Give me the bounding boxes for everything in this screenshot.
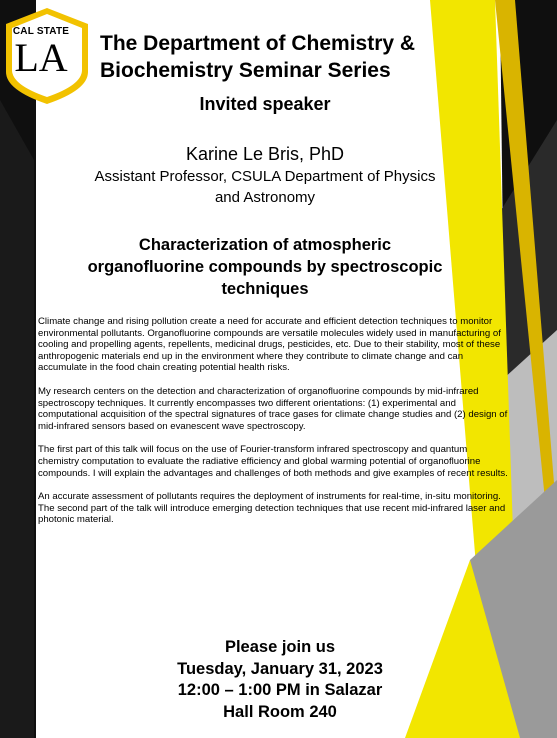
event-time-location: 12:00 – 1:00 PM in Salazar (177, 681, 383, 699)
speaker-name: Karine Le Bris, PhD (185, 144, 345, 164)
speaker-affiliation (60, 166, 470, 208)
event-date: Tuesday, January 31, 2023 (177, 659, 383, 678)
abstract-paragraph-3: The first part of this talk will focus on the use of Fourier-transform infrared spectroscopy and quantum chemistry computation to evaluate the radiative efficiency and global warming potential of organofluorine compounds. I will explain the advantages and challenges of both methods and give examples of recent results. (38, 444, 508, 479)
talk-title (40, 234, 490, 300)
logo-text-top: CAL STATE (12, 26, 70, 37)
seminar-title-line-1: The Department of Chemistry & (100, 32, 416, 55)
affiliation-line-1: Assistant Professor, CSULA Department of Physics (94, 168, 436, 185)
seminar-title (100, 30, 520, 84)
talk-title-line-2: organofluorine compounds by spectroscopic (87, 258, 443, 276)
abstract (38, 316, 508, 538)
event-invitation: Please join us (224, 638, 336, 656)
affiliation-line-2: and Astronomy (214, 189, 316, 206)
logo-text-main: LA (14, 35, 68, 80)
left-black-wedge (0, 100, 34, 738)
event-details (110, 637, 450, 723)
abstract-paragraph-4: An accurate assessment of pollutants requires the deployment of instruments for real-time, in-situ monitoring. The second part of the talk will introduce emerging detection techniques that use recent mid-infrared laser and photonic material. (38, 491, 506, 526)
invited-speaker-heading: Invited speaker (199, 94, 331, 114)
event-room: Hall Room 240 (223, 702, 337, 721)
talk-title-line-3: techniques (221, 280, 309, 298)
talk-title-line-1: Characterization of atmospheric (138, 236, 392, 254)
seminar-title-line-2: Biochemistry Seminar Series (100, 59, 391, 82)
abstract-paragraph-1: Climate change and rising pollution create a need for accurate and efficient detection techniques to monitor environmental pollutants. Organofluorine compounds are versatile molecules widely used in manufacturing of cooling and propelling agents, repellents, medicinal drugs, pesticides, etc. Due to their stability, most of these anthropogenic materials end up in the environment where they contribute to climate change and can accumulate in the food chain creating potential health risks. (38, 316, 501, 374)
abstract-paragraph-2: My research centers on the detection and characterization of organofluorine compounds by mid-infrared spectroscopy techniques. It currently encompasses two different orientations: (1) experimental and computational acquisition of the spectral signatures of trace gases for climate change studies and (2) design of mid-infrared sensors based on evanescent wave spectroscopy. (38, 385, 508, 432)
